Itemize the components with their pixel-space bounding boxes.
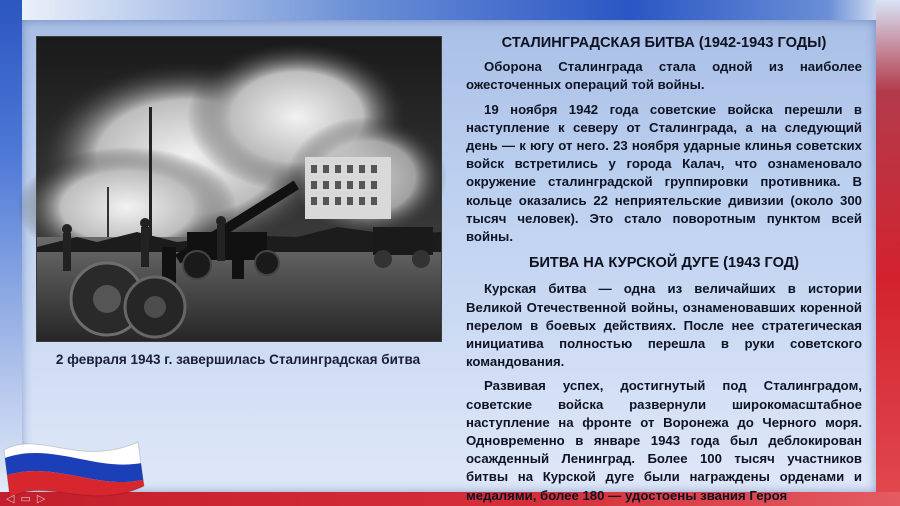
nav-back-icon[interactable]: ◁ (6, 493, 21, 505)
nav-arrows[interactable] (6, 492, 96, 504)
paragraph: Развивая успех, достигнутый под Сталинградом, советские войска развернули широкомасштабное наступление на фронте от Воронежа до Черного моря. Одновременно в январе 1943 года был деблокирован осажденный Ленинград. Более 100 тысяч участников битвы на Курской дуге были награждены орденами и медалями, более 180 — удостоены звания Героя (466, 378, 862, 503)
paragraph: Курская битва — одна из величайших в истории Великой Отечественной войны, ознаменовавших коренной перелом в боевых действиях. После нее стратегическая инициатива полностью перешла в руки советского командования. (466, 281, 862, 370)
nav-home-icon[interactable]: ▭ (20, 493, 37, 505)
photo-image (37, 37, 441, 341)
frame-top (0, 0, 900, 20)
nav-forward-icon[interactable]: ▷ (36, 493, 52, 505)
frame-right (876, 0, 900, 506)
section-title-kursk: БИТВА НА КУРСКОЙ ДУГЕ (1943 ГОД) (528, 255, 800, 272)
paragraph: 19 ноября 1942 года советские войска перешли в наступление к северу от Сталинграда, а на следующий день — к югу от него. 23 ноября ударные клинья советских войск встретились у города Калач, что ознаменовало окружение сталинградской группировки противника. В кольце оказались 22 неприятельские дивизии (около 300 тысяч человек). Это стало поворотным пунктом всей войны. (466, 101, 862, 245)
section-title-stalingrad: СТАЛИНГРАДСКАЯ БИТВА (1942-1943 ГОДЫ) (501, 35, 827, 51)
paragraph: Оборона Сталинграда стала одной из наиболее ожесточенных операций той войны. (466, 59, 862, 93)
stalingrad-photo (36, 36, 442, 342)
photo-caption: 2 февраля 1943 г. завершилась Сталинградская битва (55, 352, 421, 367)
text-column (466, 34, 862, 503)
